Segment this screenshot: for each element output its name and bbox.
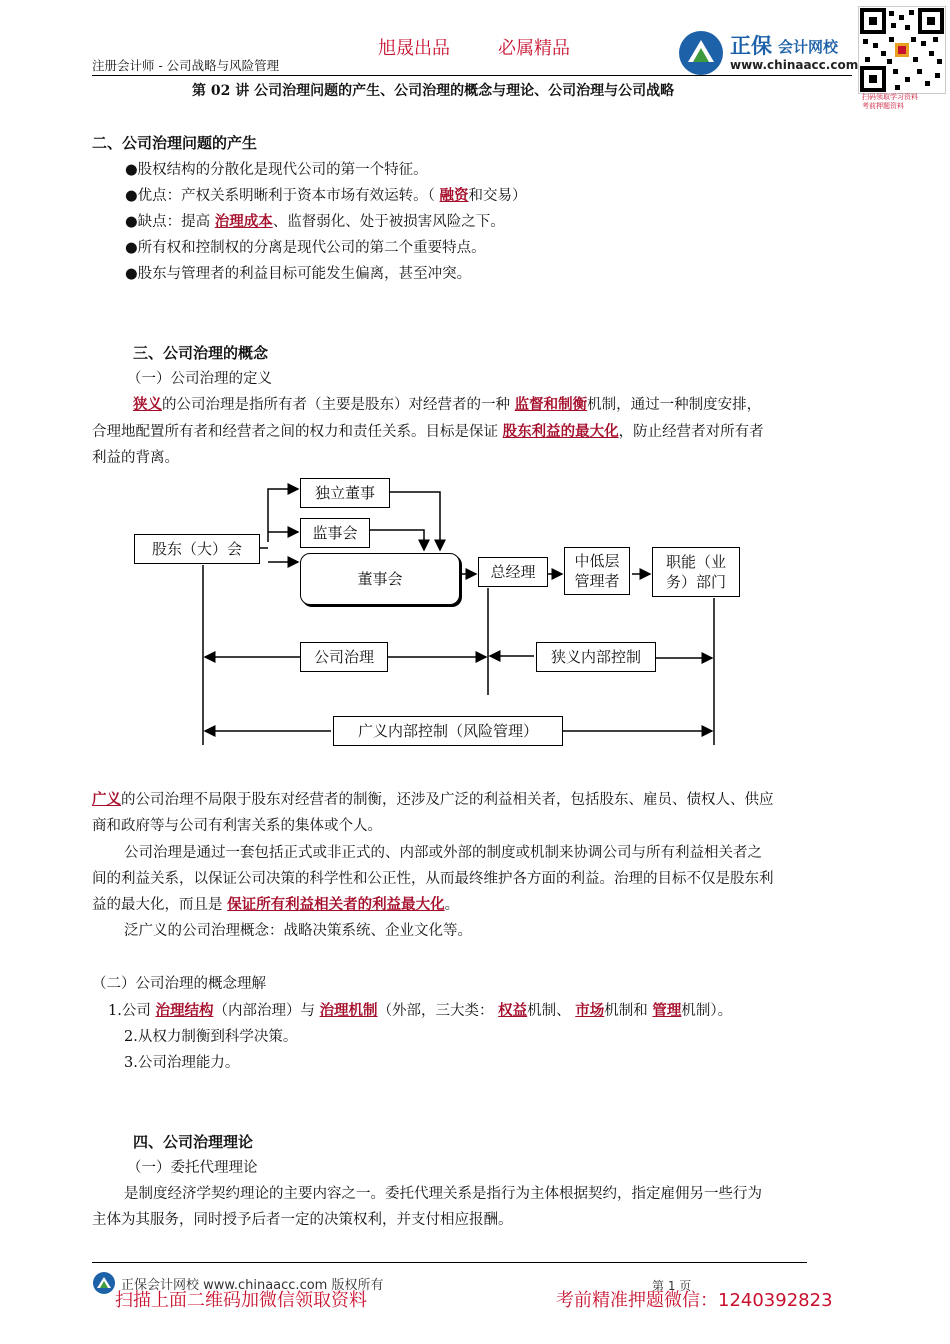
- broad-internal-control-box: 广义内部控制（风险管理）: [333, 716, 563, 746]
- highlight-term: 治理机制: [319, 1002, 378, 1019]
- brand-url: www.chinaacc.com: [730, 58, 859, 72]
- text-run: 机制）。: [681, 1003, 733, 1019]
- narrow-internal-control-box: 狭义内部控制: [536, 642, 656, 672]
- paragraph-line: 利益的背离。: [92, 450, 179, 466]
- text-run: 、监督弱化、处于被损害风险之下。: [272, 214, 505, 230]
- middle-management-box: 中低层管理者: [564, 547, 630, 595]
- text-run: 益的最大化，而且是: [92, 897, 228, 913]
- paragraph-line: 泛广义的公司治理概念：战略决策系统、企业文化等。: [124, 923, 472, 939]
- list-item: [108, 1001, 732, 1021]
- highlight-term: 治理成本: [214, 213, 273, 230]
- footer-logo-icon: [92, 1271, 116, 1295]
- section-heading: 四、公司治理理论: [133, 1133, 254, 1151]
- highlight-term: 市场: [575, 1002, 605, 1019]
- text-run: 的公司治理不局限于股东对经营者的制衡，还涉及广泛的利益相关者，包括股东、雇员、债权人、供应: [121, 792, 774, 808]
- footer-promo-left: 扫描上面二维码加微信领取资料: [115, 1290, 367, 1311]
- header-slogan-1: 旭晟出品: [378, 38, 450, 59]
- list-item: 3.公司治理能力。: [124, 1055, 240, 1071]
- highlight-term: 股东利益的最大化: [502, 423, 619, 440]
- brand-suffix: 会计网校: [778, 38, 839, 56]
- bullet-item: ●所有权和控制权的分离是现代公司的第二个重要特点。: [125, 240, 486, 256]
- footer-rule: [92, 1262, 807, 1263]
- section-heading: 二、公司治理问题的产生: [92, 134, 258, 152]
- shareholders-box: 股东（大）会: [134, 534, 260, 564]
- paragraph-line: 是制度经济学契约理论的主要内容之一。委托代理关系是指行为主体根据契约，指定雇佣另一些行为: [124, 1186, 762, 1202]
- independent-director-box: 独立董事: [300, 478, 390, 508]
- section-heading: 三、公司治理的概念: [133, 344, 269, 362]
- supervisory-board-box: 监事会: [300, 518, 370, 548]
- text-run: 的公司治理是指所有者（主要是股东）对经营者的一种: [162, 397, 515, 413]
- sub-heading: （一）公司治理的定义: [127, 371, 272, 387]
- paragraph-line: 商和政府等与公司有利害关系的集体或个人。: [92, 818, 382, 834]
- text-run: ●优点：产权关系明晰利于资本市场有效运转。（: [125, 188, 440, 204]
- list-item: 2.从权力制衡到科学决策。: [124, 1029, 298, 1045]
- text-run: 合理地配置所有者和经营者之间的权力和责任关系。目标是保证: [92, 424, 503, 440]
- paragraph-line: 主体为其服务，同时授予后者一定的决策权利，并支付相应报酬。: [92, 1212, 513, 1228]
- text-run: ，防止经营者对所有者: [618, 424, 764, 440]
- brand-name: 正保: [730, 34, 772, 58]
- paragraph-line: 间的利益关系，以保证公司决策的科学性和公正性，从而最终维护各方面的利益。治理的目标不仅是股东利: [92, 871, 774, 887]
- header-left-label: 注册会计师 - 公司战略与风险管理: [92, 58, 280, 73]
- bullet-item: ●股权结构的分散化是现代公司的第一个特征。: [125, 162, 428, 178]
- corporate-governance-box: 公司治理: [300, 642, 388, 672]
- general-manager-box: 总经理: [478, 557, 548, 587]
- paragraph-line: [92, 790, 774, 810]
- text-run: 机制、: [527, 1003, 576, 1019]
- paragraph-line: [92, 895, 459, 915]
- text-run: ●缺点：提高: [125, 214, 215, 230]
- footer-page-number: 第 1 页: [652, 1279, 692, 1293]
- lecture-title: 第 02 讲 公司治理问题的产生、公司治理的概念与理论、公司治理与公司战略: [192, 83, 675, 99]
- highlight-term: 权益: [498, 1002, 528, 1019]
- text-run: （内部治理）与: [213, 1003, 320, 1019]
- header-slogan-2: 必属精品: [498, 38, 570, 59]
- bullet-item: ●股东与管理者的利益目标可能发生偏离，甚至冲突。: [125, 266, 472, 282]
- footer-copyright: 正保会计网校 www.chinaacc.com 版权所有: [121, 1278, 384, 1293]
- qr-caption-1: 扫码领取学习资料: [862, 93, 918, 101]
- paragraph-line: 公司治理是通过一套包括正式或非正式的、内部或外部的制度或机制来协调公司与所有利益相关者之: [124, 845, 762, 861]
- highlight-term: 广义: [92, 791, 121, 808]
- highlight-term: 保证所有利益相关者的利益最大化: [227, 896, 445, 913]
- text-run: （外部，三大类：: [377, 1003, 499, 1019]
- sub-heading: （二）公司治理的概念理解: [92, 976, 266, 992]
- board-box: 董事会: [300, 553, 460, 605]
- text-run: 机制，通过一种制度安排，: [587, 397, 762, 413]
- text-run: 机制和: [604, 1003, 653, 1019]
- highlight-term: 监督和制衡: [514, 396, 588, 413]
- text-run: 1.公司: [108, 1003, 156, 1019]
- highlight-term: 狭义: [133, 396, 162, 413]
- highlight-term: 治理结构: [155, 1002, 214, 1019]
- sub-heading: （一）委托代理理论: [127, 1160, 258, 1176]
- text-run: 。: [444, 897, 460, 913]
- functional-department-box: 职能（业务）部门: [652, 547, 740, 597]
- text-run: 和交易）: [468, 188, 527, 204]
- highlight-term: 融资: [439, 187, 469, 204]
- highlight-term: 管理: [652, 1002, 682, 1019]
- footer-promo-right: 考前精准押题微信：1240392823: [556, 1290, 833, 1311]
- qr-caption-2: 考前押题资料: [862, 102, 904, 110]
